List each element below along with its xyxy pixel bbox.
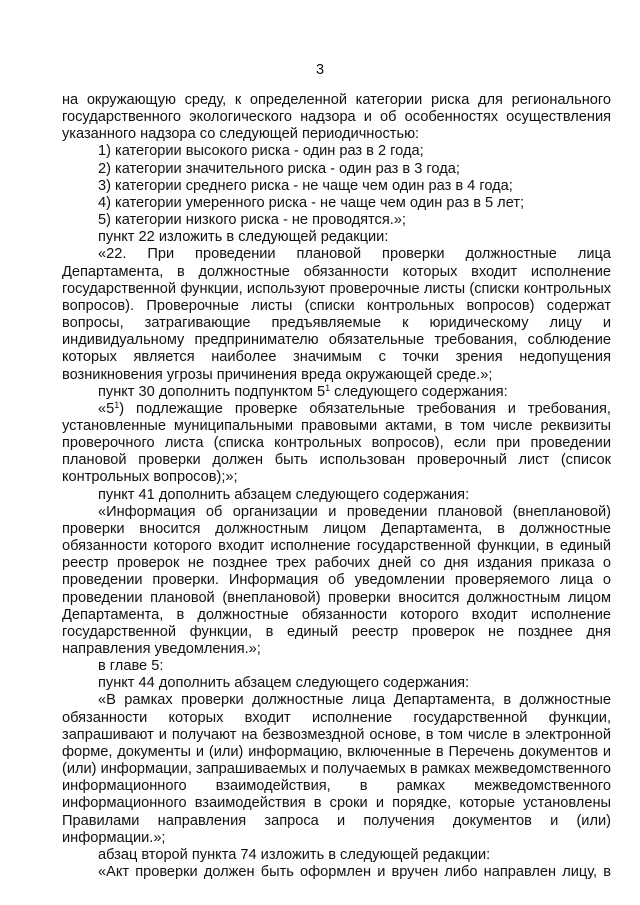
text-line: которых является наиболее значимым с точки зрения недопущения: [62, 349, 611, 366]
text-line: информационного взаимодействия, в рамках межведомственного: [62, 778, 611, 795]
text-line: Департамента, в должностные обязанности которых входит исполнение: [62, 263, 611, 280]
text-line: Правилами направления запроса и получения документов и (или): [62, 812, 611, 829]
text-line: пункт 41 дополнить абзацем следующего содержания:: [98, 486, 470, 503]
text-line: [62, 401, 611, 418]
text-line: проверочного листа (списка контрольных вопросов), если при проведении: [62, 435, 611, 452]
text-line: вопросов). Проверочные листы (списки контрольных вопросов) содержат: [62, 297, 611, 314]
text-line: обязанности которых входит исполнение государственной функции,: [62, 709, 611, 726]
list-item: 5) категории низкого риска - не проводятся.»;: [98, 212, 406, 229]
text-line: пункт 44 дополнить абзацем следующего содержания:: [98, 675, 470, 692]
text-line: плановой проверки должен быть использован проверочный лист (список: [62, 452, 611, 469]
text-line: абзац второй пункта 74 изложить в следующей редакции:: [98, 846, 491, 863]
superscript: 1: [325, 382, 331, 393]
text-line: указанного надзора со следующей периодичностью:: [62, 126, 420, 143]
text-line: направления уведомления.»;: [62, 641, 261, 657]
text-fragment: следующего содержания:: [330, 383, 508, 400]
text-line: «В рамках проверки должностные лица Департамента, в должностные: [98, 692, 611, 709]
list-item: 2) категории значительного риска - один раз в 3 года;: [98, 160, 460, 177]
text-line: обязанности которого входит исполнение государственной функции, в единый: [62, 538, 611, 555]
text-line: информационного взаимодействия в сроки и порядке, которые установлены: [62, 795, 611, 812]
text-line: государственной функции, используют проверочные листы (списки контрольных: [62, 280, 611, 297]
text-fragment: «5: [98, 400, 115, 417]
text-line: пункт 22 изложить в следующей редакции:: [98, 229, 389, 246]
text-line: Департамента, в должностные обязанности которого входит исполнение: [62, 606, 611, 623]
text-line: запрашивают и получают на безвозмездной основе, в том числе в электронной: [62, 726, 611, 743]
text-line: возникновения угрозы причинения вреда окружающей среде.»;: [62, 366, 493, 383]
text-fragment: ) подлежащие проверке обязательные требования и требования,: [119, 400, 611, 417]
page-number: 3: [315, 62, 325, 78]
text-line: индивидуальному предпринимателю обязательные требования, соблюдение: [62, 332, 611, 349]
text-line: информации.»;: [62, 829, 166, 846]
list-item: 1) категории высокого риска - один раз в 2 года;: [98, 143, 424, 160]
text-line: форме, документы и (или) информацию, включенные в Перечень документов и: [62, 743, 611, 760]
text-line: вопросы, затрагивающие предъявляемые к юридическому лицу и: [62, 315, 611, 332]
text-line: на окружающую среду, к определенной категории риска для регионального: [62, 92, 611, 108]
text-fragment: пункт 30 дополнить подпунктом 5: [98, 383, 326, 400]
text-line: реестр проверок не позднее трех рабочих дней со дня издания приказа о: [62, 555, 611, 572]
text-line: проведении проверки. Информация об уведомлении проверяемого лица о: [62, 572, 611, 589]
text-line: проверки вносится должностным лицом Департамента, в должностные: [62, 520, 611, 537]
text-line: в главе 5:: [98, 658, 164, 675]
list-item: 4) категории умеренного риска - не чаще чем один раз в 5 лет;: [98, 194, 525, 211]
text-line: «22. При проведении плановой проверки должностные лица: [98, 246, 611, 263]
text-line: (или) информации, запрашиваемых и получаемых в рамках межведомственного: [62, 761, 611, 778]
text-line: «Акт проверки должен быть оформлен и вручен либо направлен лицу, в: [98, 864, 611, 881]
text-line: [62, 384, 611, 401]
superscript: 1: [114, 399, 120, 410]
text-line: государственного экологического надзора и об особенностях осуществления: [62, 109, 611, 126]
text-line: проведении плановой (внеплановой) проверки вносится должностным лицом: [62, 589, 611, 606]
document-body: [62, 92, 611, 881]
text-line: установленные муниципальными правовыми актами, в том числе реквизиты: [62, 417, 611, 434]
text-line: государственной функции, в единый реестр проверок не позднее дня: [62, 623, 611, 640]
text-line: «Информация об организации и проведении плановой (внеплановой): [98, 503, 611, 520]
list-item: 3) категории среднего риска - не чаще чем один раз в 4 года;: [98, 177, 513, 194]
text-line: контрольных вопросов);»;: [62, 469, 238, 486]
